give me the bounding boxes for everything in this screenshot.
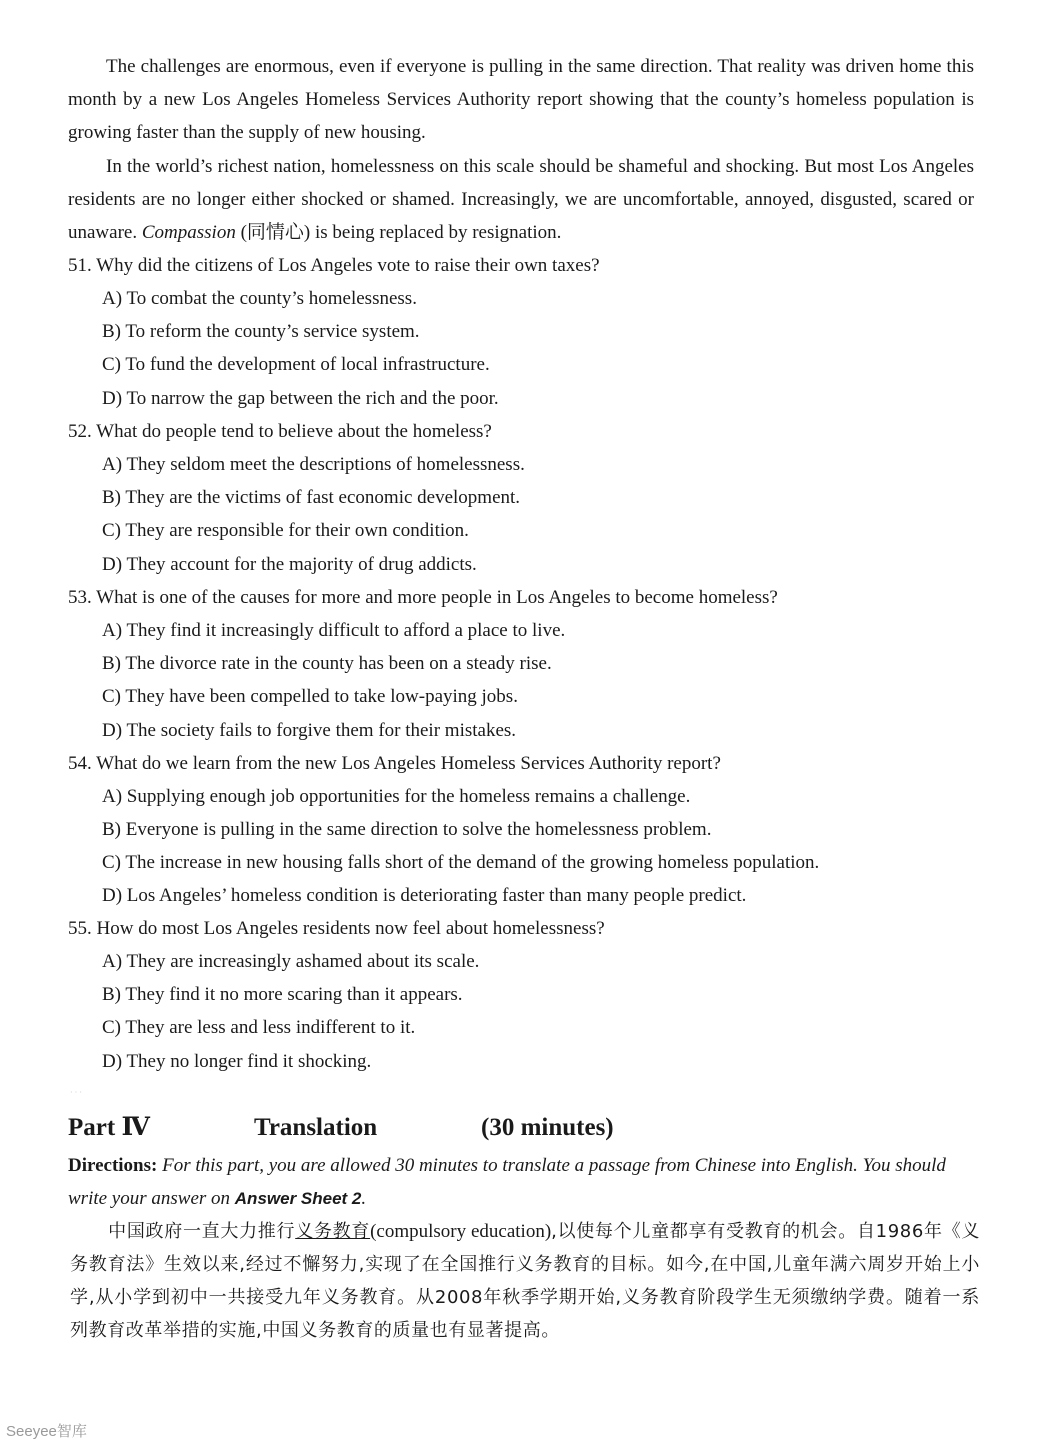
question-55-option-a: A) They are increasingly ashamed about its scale.	[102, 951, 480, 972]
question-52-option-d: D) They account for the majority of drug addicts.	[102, 554, 477, 575]
question-53-option-d: D) The society fails to forgive them for their mistakes.	[102, 720, 517, 741]
passage-text: The challenges are enormous, even if everyone is pulling in the same direction. That reality was driven home this month by a new Los Angeles Homeless Services Authority report showing that the county’s homeless population is growing faster than the supply of new housing.	[68, 56, 974, 144]
directions-label: Directions:	[68, 1155, 158, 1176]
question-51-option-d: D) To narrow the gap between the rich and the poor.	[102, 388, 499, 409]
part-title: Translation	[254, 1114, 378, 1141]
question-55-stem: 55. How do most Los Angeles residents now feel about homelessness?	[68, 918, 605, 939]
question-54-option-d: D) Los Angeles’ homeless condition is deteriorating faster than many people predict.	[102, 885, 747, 906]
question-53-option-b: B) The divorce rate in the county has been on a steady rise.	[102, 653, 552, 674]
question-53-stem: 53. What is one of the causes for more and more people in Los Angeles to become homeless?	[68, 587, 778, 608]
translation-text: ,以使每个儿童都享有受教育的机会。自1986年《义务教育法》生效以来,经过不懈努力,实现了在全国推行义务教育的目标。如今,在中国,儿童年满六周岁开始上小学,从小学到初中一共接受九年义务教育。从2008年秋季学期开始,义务教育阶段学生无须缴纳学费。随着一系列教育改革举措的实施,中国义务教育的质量也有显著提高。	[70, 1221, 980, 1341]
chinese-gloss: (同情心)	[235, 222, 315, 244]
question-55-option-b: B) They find it no more scaring than it appears.	[102, 984, 463, 1005]
directions	[68, 1149, 978, 1215]
scan-speck: · · ·	[70, 1088, 82, 1097]
question-51-option-b: B) To reform the county’s service system.	[102, 321, 420, 342]
question-54-option-a: A) Supplying enough job opportunities for the homeless remains a challenge.	[102, 786, 691, 807]
part-number: Part Ⅳ	[68, 1114, 150, 1141]
english-term: (compulsory education)	[370, 1221, 552, 1242]
question-52-option-a: A) They seldom meet the descriptions of homelessness.	[102, 454, 525, 475]
question-52-option-c: C) They are responsible for their own condition.	[102, 520, 469, 541]
translation-text: 中国政府一直大力推行	[108, 1221, 296, 1242]
answer-sheet-label: Answer Sheet 2	[234, 1189, 362, 1208]
question-54-stem: 54. What do we learn from the new Los Angeles Homeless Services Authority report?	[68, 753, 721, 774]
passage-paragraph-1	[68, 50, 974, 150]
question-54-option-c: C) The increase in new housing falls short of the demand of the growing homeless population.	[102, 852, 820, 873]
watermark: Seeyee智库	[6, 1423, 87, 1440]
question-54-option-b: B) Everyone is pulling in the same direction to solve the homelessness problem.	[102, 819, 712, 840]
question-55-option-c: C) They are less and less indifferent to it.	[102, 1017, 416, 1038]
italic-term: Compassion	[141, 222, 236, 244]
question-53-option-a: A) They find it increasingly difficult to afford a place to live.	[102, 620, 566, 641]
question-51-option-c: C) To fund the development of local infrastructure.	[102, 354, 490, 375]
question-51-stem: 51. Why did the citizens of Los Angeles vote to raise their own taxes?	[68, 255, 600, 276]
question-55-option-d: D) They no longer find it shocking.	[102, 1051, 372, 1072]
question-53-option-c: C) They have been compelled to take low-paying jobs.	[102, 686, 518, 707]
question-51-option-a: A) To combat the county’s homelessness.	[102, 288, 417, 309]
passage-text: is being replaced by resignation.	[314, 222, 562, 244]
part-time: (30 minutes)	[481, 1114, 614, 1141]
passage-paragraph-2	[68, 150, 974, 250]
question-52-option-b: B) They are the victims of fast economic development.	[102, 487, 521, 508]
directions-end: .	[361, 1188, 367, 1209]
translation-passage	[70, 1215, 980, 1347]
question-52-stem: 52. What do people tend to believe about the homeless?	[68, 421, 492, 442]
passage-text: In the world’s richest nation, homelessness on this scale should be shameful and shocking. But most Los Angeles residents are no longer either shocked or shamed. Increasingly, we are uncomfortable, annoyed, disgusted, scared or unaware.	[68, 156, 974, 244]
directions-text: For this part, you are allowed 30 minutes to translate a passage from Chinese into English. You should write your answer on	[68, 1155, 946, 1209]
underlined-term: 义务教育	[295, 1221, 371, 1242]
